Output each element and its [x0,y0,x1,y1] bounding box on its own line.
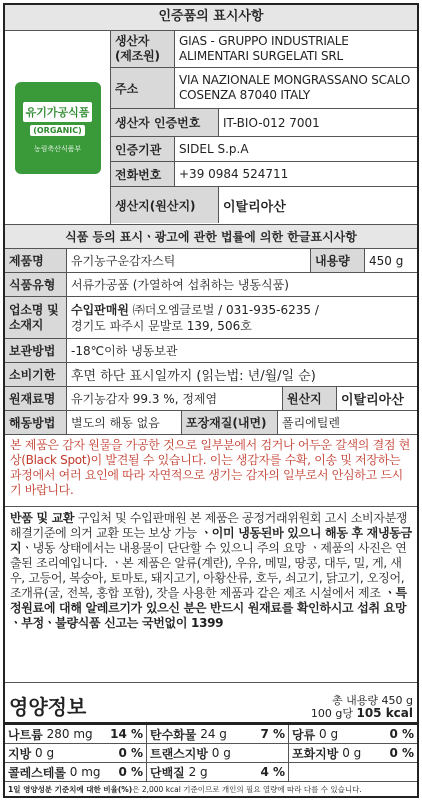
storage-value: -18℃이하 냉동보관 [71,344,178,358]
return-exchange-info [5,507,417,683]
nutrition-kcal: 105 kcal [356,706,413,720]
nutrition-total-line: 총 내용량 450 g [332,694,413,707]
nutrient-amount: 280 mg [46,727,93,741]
nutrient-amount: 0 g [342,746,362,760]
nutrient-amount: 0 g [319,727,339,741]
claim-text1: 구입처 및 수입판매원 본 제품은 공정거래위원회 고시 소비자분쟁해결기준에 의거 교환 또는 보상 가능 [10,511,408,540]
nutrient-name: 콜레스테롤 [8,765,66,780]
producer-label: 생산자 (제조원) [111,31,175,67]
nutrient-name: 나트륨 [8,727,43,742]
origin-value: 이탈리아산 [223,199,286,215]
claim-refreeze-warning: ㆍ이미 냉동된바 있으니 해동 후 재냉동금지 [10,526,412,555]
food-type-label: 식품유형 [5,273,67,296]
nutrition-title: 영양정보 [9,695,87,719]
product-name-label: 제품명 [5,249,67,272]
claim-heading: 반품 및 교환 [10,511,75,525]
ingredient-origin-label: 원산지 [283,387,337,410]
claim-text2: ㆍ냉동 상태에서는 내용물이 단단할 수 있으니 주의 요망 ㆍ제품의 사진은 연출된 조리예입니다. ㆍ본 제품은 알류(계란), 우유, 메밀, 땅콩, 대두, 밀, 게, 새우, 고등어, 복숭아, 토마토, 돼지고기, 아황산류, 호두, 쇠고기, 닭고기, 오징어, 조개류(굴, 전복, 홍합 포함), 잣을 사용한 제품과 같은 제조 시설에서 제조 [10,541,407,600]
cert-no-value: IT-BIO-012 7001 [223,115,320,130]
footnote-rest: 은 2,000 kcal 기준이므로 개인의 필요 열량에 따라 다를 수 있습니다. [132,785,362,794]
expiry-value: 후면 하단 표시일까지 (읽는법: 년/월/일 순) [71,369,316,384]
nutrient-name: 당류 [292,727,316,742]
nutrient-amount: 0 g [211,746,231,760]
nutrient-pct: 0 % [389,727,414,741]
logo-line3: 농림축산식품부 [33,144,82,153]
nutrient-name: 탄수화물 [150,727,197,742]
organic-certification-logo [15,82,101,174]
nutrient-pct: 4 % [260,765,285,779]
nutrient-amount: 0 mg [69,765,101,779]
empty-cell [289,763,417,781]
cert-details [111,31,417,224]
food-type-value: 서류가공품 (가열하여 섭취하는 냉동식품) [71,278,289,292]
nutrient-amount: 0 g [35,746,55,760]
volume-value: 450 g [369,253,404,268]
nutrient-name: 포화지방 [292,746,339,761]
nutrient-pct: 7 % [260,727,285,741]
agency-label: 인증기관 [111,137,175,161]
nutrient-name: 지방 [8,746,32,761]
volume-label: 내용량 [311,249,365,272]
nutrition-total [311,694,413,720]
nutrient-pct: 0 % [118,746,143,760]
food-label [3,3,419,798]
thaw-value: 별도의 해동 없음 [67,411,182,434]
nutrition-row [5,725,417,744]
black-spot-notice: 본 제품은 감자 원물을 가공한 것으로 일부분에서 검거나 어두운 갈색의 결점 현상(Black Spot)이 발견될 수 있습니다. 이는 생감자를 수확, 이송 및 저장하는 과정에서 여러 요인에 따라 자연적으로 생기는 감자의 일부로서 안심하고 드시기 바랍니다. [5,435,417,507]
nutrient-pct: 0 % [389,746,414,760]
pack-value: 폴리에틸렌 [282,416,340,430]
origin-label: 생산지(원산지) [111,187,219,223]
footnote-bold: 1일 영양성분 기준치에 대한 비율(%) [8,785,133,794]
logo-area [5,31,111,224]
nutrition-header [5,683,417,725]
nutrition-footnote [5,782,417,797]
nutrient-name: 단백질 [150,765,185,780]
product-name-value: 유기농구운감자스틱 [67,249,311,272]
nutrition-per-line: 100 g당 [310,707,357,720]
nutrient-name: 트랜스지방 [150,746,208,761]
business-label: 업소명 및 소재지 [5,297,67,338]
nutrient-pct: 14 % [110,727,143,741]
importer-label: 수입판매원 [71,302,129,317]
cert-info-block [5,31,417,225]
phone-label: 전화번호 [111,162,175,186]
nutrition-row [5,763,417,782]
expiry-label: 소비기한 [5,363,67,386]
ingredient-value: 유기농감자 99.3 %, 정제염 [67,387,283,410]
nutrient-amount: 2 g [188,765,208,779]
phone-value: +39 0984 524711 [179,167,289,181]
thaw-label: 해동방법 [5,411,67,434]
business-line1: ㈜더오엠글로벌 / 031-935-6235 / [128,302,319,317]
claim-allergy-warning: ㆍ특정원료에 대해 알레르기가 있으신 분은 반드시 원재료를 확인하시고 섭취 요망 ㆍ부정ㆍ불량식품 신고는 국번없이 1399 [10,586,407,630]
nutrition-row [5,744,417,763]
cert-section-title: 인증품의 표시사항 [5,5,417,31]
logo-line1: 유기가공식품 [23,102,93,122]
business-value [67,297,417,338]
nutrient-amount: 24 g [200,727,227,741]
ingredient-origin-value: 이탈리아산 [341,393,404,408]
storage-label: 보관방법 [5,339,67,362]
logo-line2: (ORGANIC) [30,125,85,136]
korean-label-title: 식품 등의 표시ㆍ광고에 관한 법률에 의한 한글표시사항 [5,225,417,249]
cert-no-label: 생산자 인증번호 [111,109,219,136]
nutrient-pct: 0 % [118,765,143,779]
address-value: VIA NAZIONALE MONGRASSANO SCALO COSENZA 87040 ITALY [179,73,411,102]
ingredient-label: 원재료명 [5,387,67,410]
pack-label: 포장재질(내면) [182,411,278,434]
business-line2: 경기도 파주시 문발로 139, 506호 [71,318,252,333]
address-label: 주소 [111,68,175,108]
agency-value: SIDEL S.p.A [179,142,249,156]
producer-value: GIAS - GRUPPO INDUSTRIALE ALIMENTARI SURGELATI SRL [179,34,349,63]
